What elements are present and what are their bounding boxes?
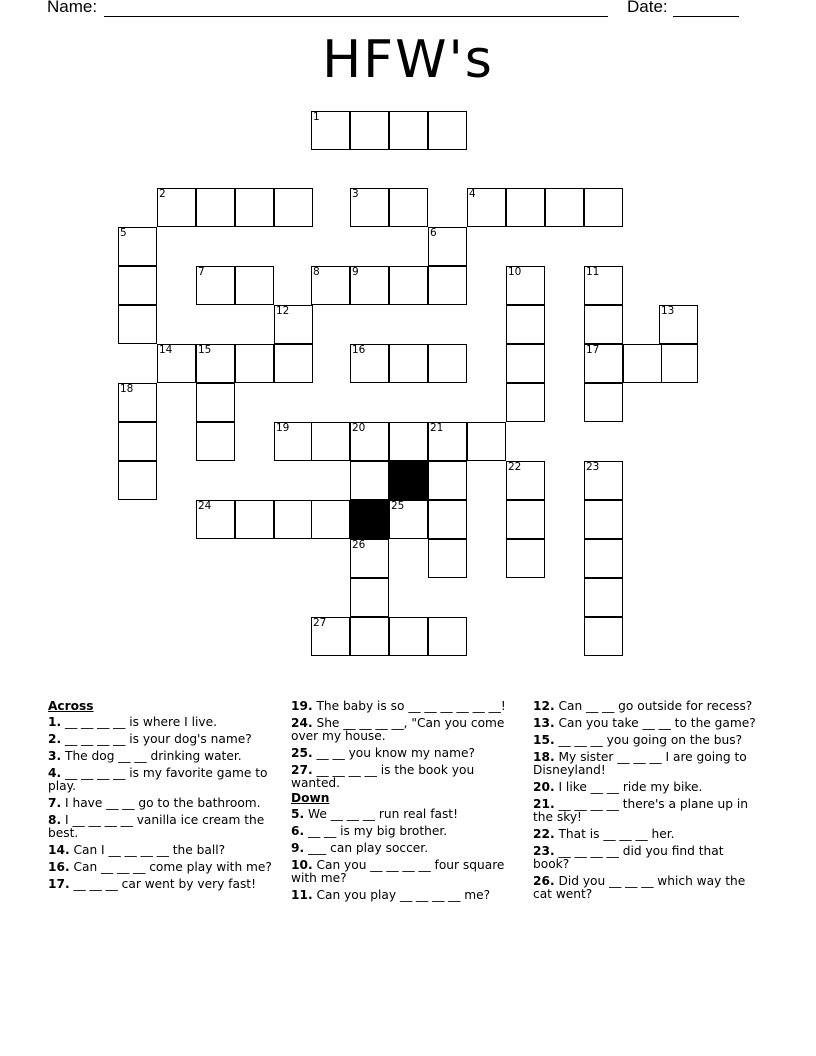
- grid-cell[interactable]: [506, 461, 545, 500]
- grid-cell[interactable]: [584, 578, 623, 617]
- grid-cell[interactable]: [584, 461, 623, 500]
- clue-number: 26.: [533, 874, 555, 888]
- clue-item: [291, 764, 521, 790]
- clue-number: 25.: [291, 746, 313, 760]
- clue-item: [533, 717, 763, 730]
- clue-number: 6.: [291, 824, 305, 838]
- grid-cell[interactable]: [311, 422, 350, 461]
- clues-column-1: [48, 700, 278, 895]
- clue-number: 2.: [48, 732, 62, 746]
- grid-cell[interactable]: [467, 188, 506, 227]
- grid-cell[interactable]: [274, 500, 313, 539]
- grid-cell[interactable]: [584, 383, 623, 422]
- clue-number: 7.: [48, 796, 62, 810]
- clue-text: ___ can play soccer.: [304, 841, 429, 855]
- grid-cell[interactable]: [350, 111, 389, 150]
- grid-cell[interactable]: [584, 617, 623, 656]
- grid-cell[interactable]: [506, 188, 545, 227]
- grid-cell[interactable]: [157, 344, 196, 383]
- clue-text: We __ __ __ run real fast!: [304, 807, 458, 821]
- clue-number: 5.: [291, 807, 305, 821]
- grid-cell[interactable]: [428, 227, 467, 266]
- clue-number: 11.: [291, 888, 313, 902]
- clue-item: [291, 842, 521, 855]
- cell-number: 13: [661, 305, 675, 317]
- cell-number: 4: [469, 188, 476, 200]
- clue-number: 14.: [48, 843, 70, 857]
- clue-text: That is __ __ __ her.: [554, 827, 675, 841]
- clue-text: Can you take __ __ to the game?: [554, 716, 756, 730]
- clue-number: 17.: [48, 877, 70, 891]
- clues-column-2: [291, 700, 521, 906]
- date-label: Date:: [627, 0, 668, 16]
- cell-number: 16: [352, 344, 366, 356]
- clue-item: [291, 700, 521, 713]
- cell-number: 5: [120, 227, 127, 239]
- grid-cell[interactable]: [623, 344, 662, 383]
- grid-cell[interactable]: [584, 188, 623, 227]
- clue-item: [533, 798, 763, 824]
- clue-item: [291, 859, 521, 885]
- grid-cell[interactable]: [311, 617, 350, 656]
- cell-number: 20: [352, 422, 366, 434]
- grid-cell[interactable]: [350, 461, 389, 500]
- clue-text: __ __ you know my name?: [312, 746, 475, 760]
- clue-number: 15.: [533, 733, 555, 747]
- clue-text: Can __ __ __ come play with me?: [69, 860, 272, 874]
- grid-cell[interactable]: [428, 500, 467, 539]
- grid-cell[interactable]: [157, 188, 196, 227]
- down-heading: Down: [291, 791, 330, 805]
- grid-cell[interactable]: [506, 500, 545, 539]
- clue-text: Can __ __ go outside for recess?: [554, 699, 753, 713]
- clue-number: 23.: [533, 844, 555, 858]
- cell-number: 21: [430, 422, 444, 434]
- clue-number: 4.: [48, 766, 62, 780]
- clue-text: __ __ is my big brother.: [304, 824, 448, 838]
- grid-cell[interactable]: [311, 266, 350, 305]
- grid-cell[interactable]: [235, 266, 274, 305]
- grid-cell[interactable]: [428, 422, 467, 461]
- cell-number: 11: [586, 266, 600, 278]
- cell-number: 17: [586, 344, 600, 356]
- cell-number: 15: [198, 344, 212, 356]
- clue-text: Can I __ __ __ __ the ball?: [69, 843, 226, 857]
- clue-number: 22.: [533, 827, 555, 841]
- clue-number: 19.: [291, 699, 313, 713]
- clue-text: __ __ __ __ is my favorite game to play.: [48, 766, 268, 793]
- page-title: HFW's: [322, 30, 494, 90]
- grid-cell[interactable]: [118, 422, 157, 461]
- grid-cell[interactable]: [350, 539, 389, 578]
- grid-cell[interactable]: [350, 617, 389, 656]
- clue-text: She __ __ __ __, "Can you come over my house.: [291, 716, 505, 743]
- grid-cell[interactable]: [584, 266, 623, 305]
- grid-cell[interactable]: [118, 461, 157, 500]
- grid-cell[interactable]: [350, 188, 389, 227]
- cell-number: 19: [276, 422, 290, 434]
- grid-cell[interactable]: [428, 344, 467, 383]
- clue-text: The baby is so __ __ __ __ __ __!: [312, 699, 506, 713]
- grid-cell[interactable]: [389, 111, 428, 150]
- grid-cell[interactable]: [428, 539, 467, 578]
- clue-item: [533, 751, 763, 777]
- clue-item: [48, 750, 278, 763]
- clue-item: [48, 797, 278, 810]
- cell-number: 27: [313, 617, 327, 629]
- cell-number: 3: [352, 188, 359, 200]
- clue-item: [291, 825, 521, 838]
- clue-text: __ __ __ car went by very fast!: [69, 877, 256, 891]
- cell-number: 8: [313, 266, 320, 278]
- clue-text: I __ __ __ __ vanilla ice cream the best.: [48, 813, 265, 840]
- grid-cell[interactable]: [196, 266, 235, 305]
- grid-cell[interactable]: [350, 344, 389, 383]
- clue-item: [48, 767, 278, 793]
- grid-cell[interactable]: [235, 188, 274, 227]
- grid-cell[interactable]: [274, 188, 313, 227]
- cell-number: 24: [198, 500, 212, 512]
- grid-cell[interactable]: [118, 305, 157, 344]
- cell-number: 7: [198, 266, 205, 278]
- clue-item: [48, 814, 278, 840]
- clue-number: 20.: [533, 780, 555, 794]
- grid-cell[interactable]: [389, 266, 428, 305]
- grid-cell[interactable]: [196, 500, 235, 539]
- grid-cell[interactable]: [506, 539, 545, 578]
- clue-item: [48, 861, 278, 874]
- cell-number: 26: [352, 539, 366, 551]
- clue-item: [533, 734, 763, 747]
- grid-cell[interactable]: [506, 305, 545, 344]
- clue-item: [533, 700, 763, 713]
- clue-text: Can you __ __ __ __ four square with me?: [291, 858, 505, 885]
- cell-number: 12: [276, 305, 290, 317]
- grid-cell[interactable]: [506, 344, 545, 383]
- black-square: [350, 500, 389, 539]
- grid-cell[interactable]: [584, 305, 623, 344]
- cell-number: 22: [508, 461, 522, 473]
- clue-item: [533, 845, 763, 871]
- clue-text: My sister __ __ __ I are going to Disneyland!: [533, 750, 747, 777]
- name-label: Name:: [47, 0, 98, 16]
- clue-item: [48, 733, 278, 746]
- grid-cell[interactable]: [235, 500, 274, 539]
- clue-item: [533, 828, 763, 841]
- clue-item: [533, 875, 763, 901]
- grid-cell[interactable]: [506, 383, 545, 422]
- clue-number: 3.: [48, 749, 62, 763]
- grid-cell[interactable]: [428, 266, 467, 305]
- grid-cell[interactable]: [118, 227, 157, 266]
- black-square: [389, 461, 428, 500]
- grid-cell[interactable]: [235, 344, 274, 383]
- clue-text: __ __ __ you going on the bus?: [554, 733, 743, 747]
- clue-number: 18.: [533, 750, 555, 764]
- grid-cell[interactable]: [196, 188, 235, 227]
- grid-cell[interactable]: [389, 344, 428, 383]
- cell-number: 25: [391, 500, 405, 512]
- cell-number: 23: [586, 461, 600, 473]
- grid-cell[interactable]: [389, 617, 428, 656]
- clue-item: [48, 716, 278, 729]
- clue-text: __ __ __ __ there's a plane up in the sky!: [533, 797, 749, 824]
- grid-cell[interactable]: [196, 383, 235, 422]
- clue-text: __ __ __ __ is your dog's name?: [61, 732, 252, 746]
- cell-number: 9: [352, 266, 359, 278]
- clue-item: [291, 889, 521, 902]
- clue-item: [291, 808, 521, 821]
- grid-cell[interactable]: [545, 188, 584, 227]
- grid-cell[interactable]: [584, 539, 623, 578]
- grid-cell[interactable]: [659, 344, 698, 383]
- grid-cell[interactable]: [584, 500, 623, 539]
- grid-cell[interactable]: [428, 461, 467, 500]
- clue-text: __ __ __ __ is the book you wanted.: [291, 763, 475, 790]
- clue-item: [48, 878, 278, 891]
- grid-cell[interactable]: [350, 422, 389, 461]
- clue-text: The dog __ __ drinking water.: [61, 749, 242, 763]
- cell-number: 10: [508, 266, 522, 278]
- clue-item: [291, 747, 521, 760]
- grid-cell[interactable]: [350, 266, 389, 305]
- clue-number: 8.: [48, 813, 62, 827]
- grid-cell[interactable]: [118, 383, 157, 422]
- cell-number: 6: [430, 227, 437, 239]
- grid-cell[interactable]: [659, 305, 698, 344]
- clue-number: 1.: [48, 715, 62, 729]
- grid-cell[interactable]: [584, 344, 623, 383]
- grid-cell[interactable]: [389, 500, 428, 539]
- clue-text: I like __ __ ride my bike.: [554, 780, 703, 794]
- clue-number: 10.: [291, 858, 313, 872]
- grid-cell[interactable]: [311, 111, 350, 150]
- grid-cell[interactable]: [428, 111, 467, 150]
- clue-text: Did you __ __ __ which way the cat went?: [533, 874, 746, 901]
- cell-number: 2: [159, 188, 166, 200]
- clue-number: 9.: [291, 841, 305, 855]
- clue-number: 27.: [291, 763, 313, 777]
- grid-cell[interactable]: [389, 422, 428, 461]
- clue-item: [291, 717, 521, 743]
- grid-cell[interactable]: [428, 617, 467, 656]
- cell-number: 18: [120, 383, 134, 395]
- grid-cell[interactable]: [118, 266, 157, 305]
- grid-cell[interactable]: [389, 188, 428, 227]
- clue-number: 12.: [533, 699, 555, 713]
- clue-number: 24.: [291, 716, 313, 730]
- clue-text: __ __ __ __ did you find that book?: [533, 844, 724, 871]
- grid-cell[interactable]: [274, 305, 313, 344]
- clue-text: I have __ __ go to the bathroom.: [61, 796, 261, 810]
- grid-cell[interactable]: [196, 422, 235, 461]
- grid-cell[interactable]: [274, 422, 313, 461]
- clue-number: 21.: [533, 797, 555, 811]
- clue-number: 13.: [533, 716, 555, 730]
- clue-item: [48, 844, 278, 857]
- clue-text: __ __ __ __ is where I live.: [61, 715, 217, 729]
- grid-cell[interactable]: [506, 266, 545, 305]
- clue-number: 16.: [48, 860, 70, 874]
- cell-number: 1: [313, 111, 320, 123]
- grid-cell[interactable]: [196, 344, 235, 383]
- grid-cell[interactable]: [350, 578, 389, 617]
- clues-column-3: [533, 700, 763, 905]
- clue-item: [533, 781, 763, 794]
- grid-cell[interactable]: [467, 422, 506, 461]
- cell-number: 14: [159, 344, 173, 356]
- grid-cell[interactable]: [274, 344, 313, 383]
- grid-cell[interactable]: [311, 500, 350, 539]
- across-heading: Across: [48, 699, 94, 713]
- clue-text: Can you play __ __ __ __ me?: [312, 888, 491, 902]
